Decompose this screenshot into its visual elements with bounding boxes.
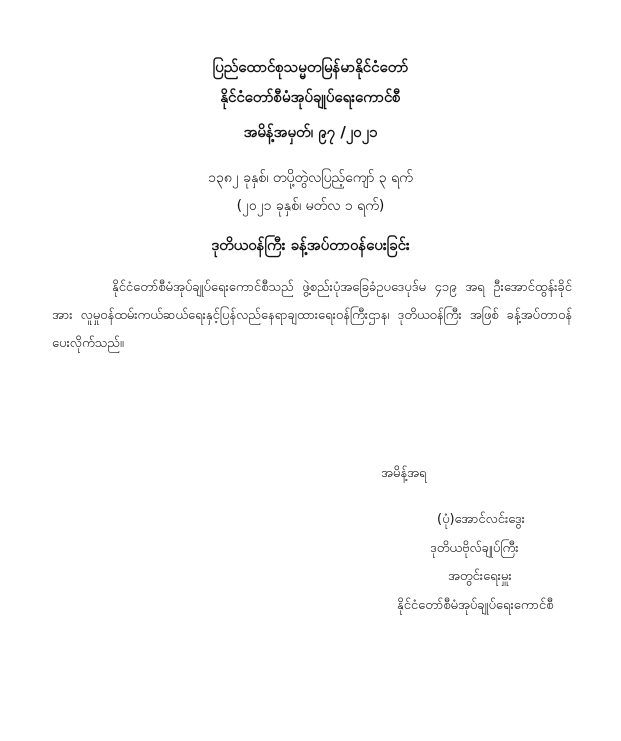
signatory-role: အတွင်းရေးမှူး (448, 569, 512, 584)
body-paragraph (52, 274, 572, 358)
government-heading: နိုင်ငံတော်စီမံအုပ်ချုပ်ရေးကောင်စီ (220, 88, 401, 106)
subject-heading: ဒုတိယဝန်ကြီး ခန့်အပ်တာဝန်ပေးခြင်း (211, 236, 410, 254)
myanmar-date: ၁၃၈၂ ခုနှစ်၊ တပို့တွဲလပြည့်ကျော် ၃ ရက် (208, 170, 413, 186)
signatory-rank: ဒုတိယဗိုလ်ချုပ်ကြီး (430, 541, 519, 556)
body-paragraph-text: နိုင်ငံတော်စီမံအုပ်ချုပ်ရေးကောင်စီသည် ဖွဲ့စည်းပုံအခြေခံဥပဒေပုဒ်မ ၄၁၉ အရ ဦးအောင်ထွန်းခိုင်အား လူမှုဝန်ထမ်းကယ်ဆယ်ရေးနှင့်ပြန်လည်နေရာချထားရေးဝန်ကြီးဌာန၊ ဒုတိယဝန်ကြီး အဖြစ် ခန့်အပ်တာဝန်ပေးလိုက်သည်။ (52, 280, 572, 351)
state-name-heading: ပြည်ထောင်စုသမ္မတမြန်မာနိုင်ငံတော် (212, 58, 409, 76)
gregorian-date: (၂၀၂၁ ခုနှစ်၊ မတ်လ ၁ ရက်) (236, 198, 385, 214)
order-number: အမိန့်အမှတ်၊ ၉၇ /၂၀၂၁ (243, 123, 378, 141)
signatory-name: (ပုံ)အောင်လင်းဒွေး (437, 512, 525, 527)
signatory-organization: နိုင်ငံတော်စီမံအုပ်ချုပ်ရေးကောင်စီ (397, 598, 554, 613)
by-order-label: အမိန့်အရ (381, 466, 427, 481)
